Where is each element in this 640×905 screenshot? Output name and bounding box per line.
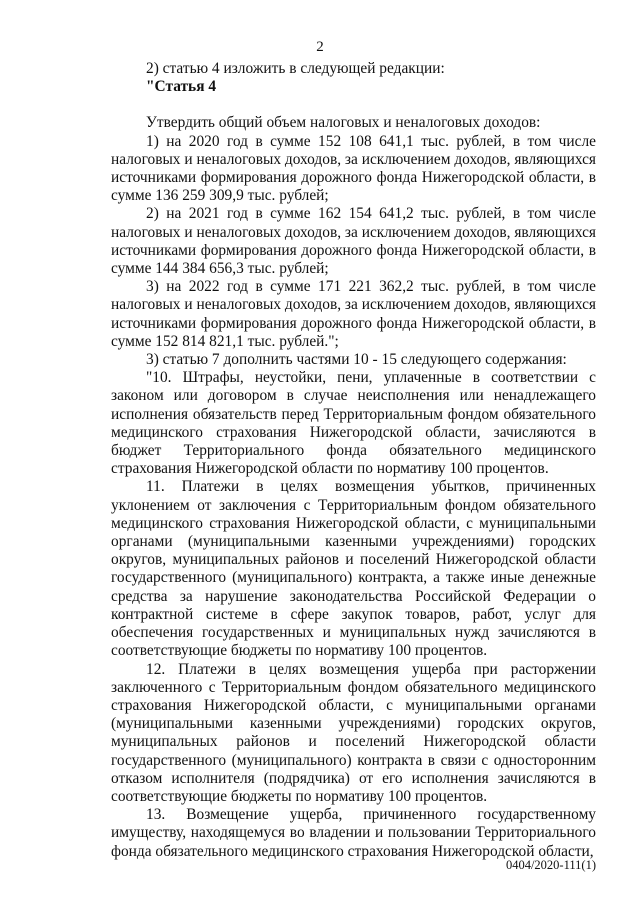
paragraph-approve-revenue: Утвердить общий объем налоговых и неналоговых доходов: xyxy=(146,114,541,132)
paragraph-2022-revenue: 3) на 2022 год в сумме 171 221 362,2 тыс. рублей, в том числе налоговых и неналоговых доходов, за исключением доходов, являющихся источниками формирования дорожного фонда Нижегородской области, в сумме 152 814 821,1 тыс. рублей."; xyxy=(111,278,596,350)
page-number: 2 xyxy=(316,39,324,55)
paragraph-part-11: 11. Платежи в целях возмещения убытков, причиненных уклонением от заключения с Территориальным фондом обязательного медицинского страхования Нижегородской области, с муниципальными органами (муниципальными казенными учреждениями) городских округов, муниципальных районов и поселений Нижегородской области государственного (муниципального) контракта, а также иные денежные средства за нарушение законодательства Российской Федерации о контрактной системе в сфере закупок товаров, работ, услуг для обеспечения государственных и муниципальных нужд зачисляются в соответствующие бюджеты по нормативу 100 процентов. xyxy=(111,478,596,660)
paragraph-part-13: 13. Возмещение ущерба, причиненного государственному имуществу, находящемуся во владении и пользовании Территориального фонда обязательного медицинского страхования Нижегородской области, xyxy=(111,806,596,860)
paragraph-amend-article-4: 2) статью 4 изложить в следующей редакции: xyxy=(146,60,445,77)
document-body xyxy=(111,60,596,861)
paragraph-part-12: 12. Платежи в целях возмещения ущерба при расторжении заключенного с Территориальным фондом обязательного медицинского страхования Нижегородской области, с муниципальными органами (муниципальными казенными учреждениями) городских округов, муниципальных районов и поселений Нижегородской области государственного (муниципального) контракта в связи с односторонним отказом исполнителя (подрядчика) от его исполнения зачисляются в соответствующие бюджеты по нормативу 100 процентов. xyxy=(111,660,596,805)
paragraph-part-10: "10. Штрафы, неустойки, пени, уплаченные в соответствии с законом или договором в случае неисполнения или ненадлежащего исполнения обязательств перед Территориальным фондом обязательного медицинского страхования Нижегородской области, зачисляются в бюджет Территориального фонда обязательного медицинского страхования Нижегородской области по нормативу 100 процентов. xyxy=(111,369,596,478)
paragraph-2021-revenue: 2) на 2021 год в сумме 162 154 641,2 тыс. рублей, в том числе налоговых и неналоговых доходов, за исключением доходов, являющихся источниками формирования дорожного фонда Нижегородской области, в сумме 144 384 656,3 тыс. рублей; xyxy=(111,205,596,278)
paragraph-2020-revenue: 1) на 2020 год в сумме 152 108 641,1 тыс. рублей, в том числе налоговых и неналоговых доходов, за исключением доходов, являющихся источниками формирования дорожного фонда Нижегородской области, в сумме 136 259 309,9 тыс. рублей; xyxy=(111,132,596,205)
document-code: 0404/2020-111(1) xyxy=(505,858,596,872)
article-4-heading: "Статья 4 xyxy=(146,78,217,96)
blank-line xyxy=(111,96,596,114)
paragraph-amend-article-7: 3) статью 7 дополнить частями 10 - 15 следующего содержания: xyxy=(146,351,567,369)
